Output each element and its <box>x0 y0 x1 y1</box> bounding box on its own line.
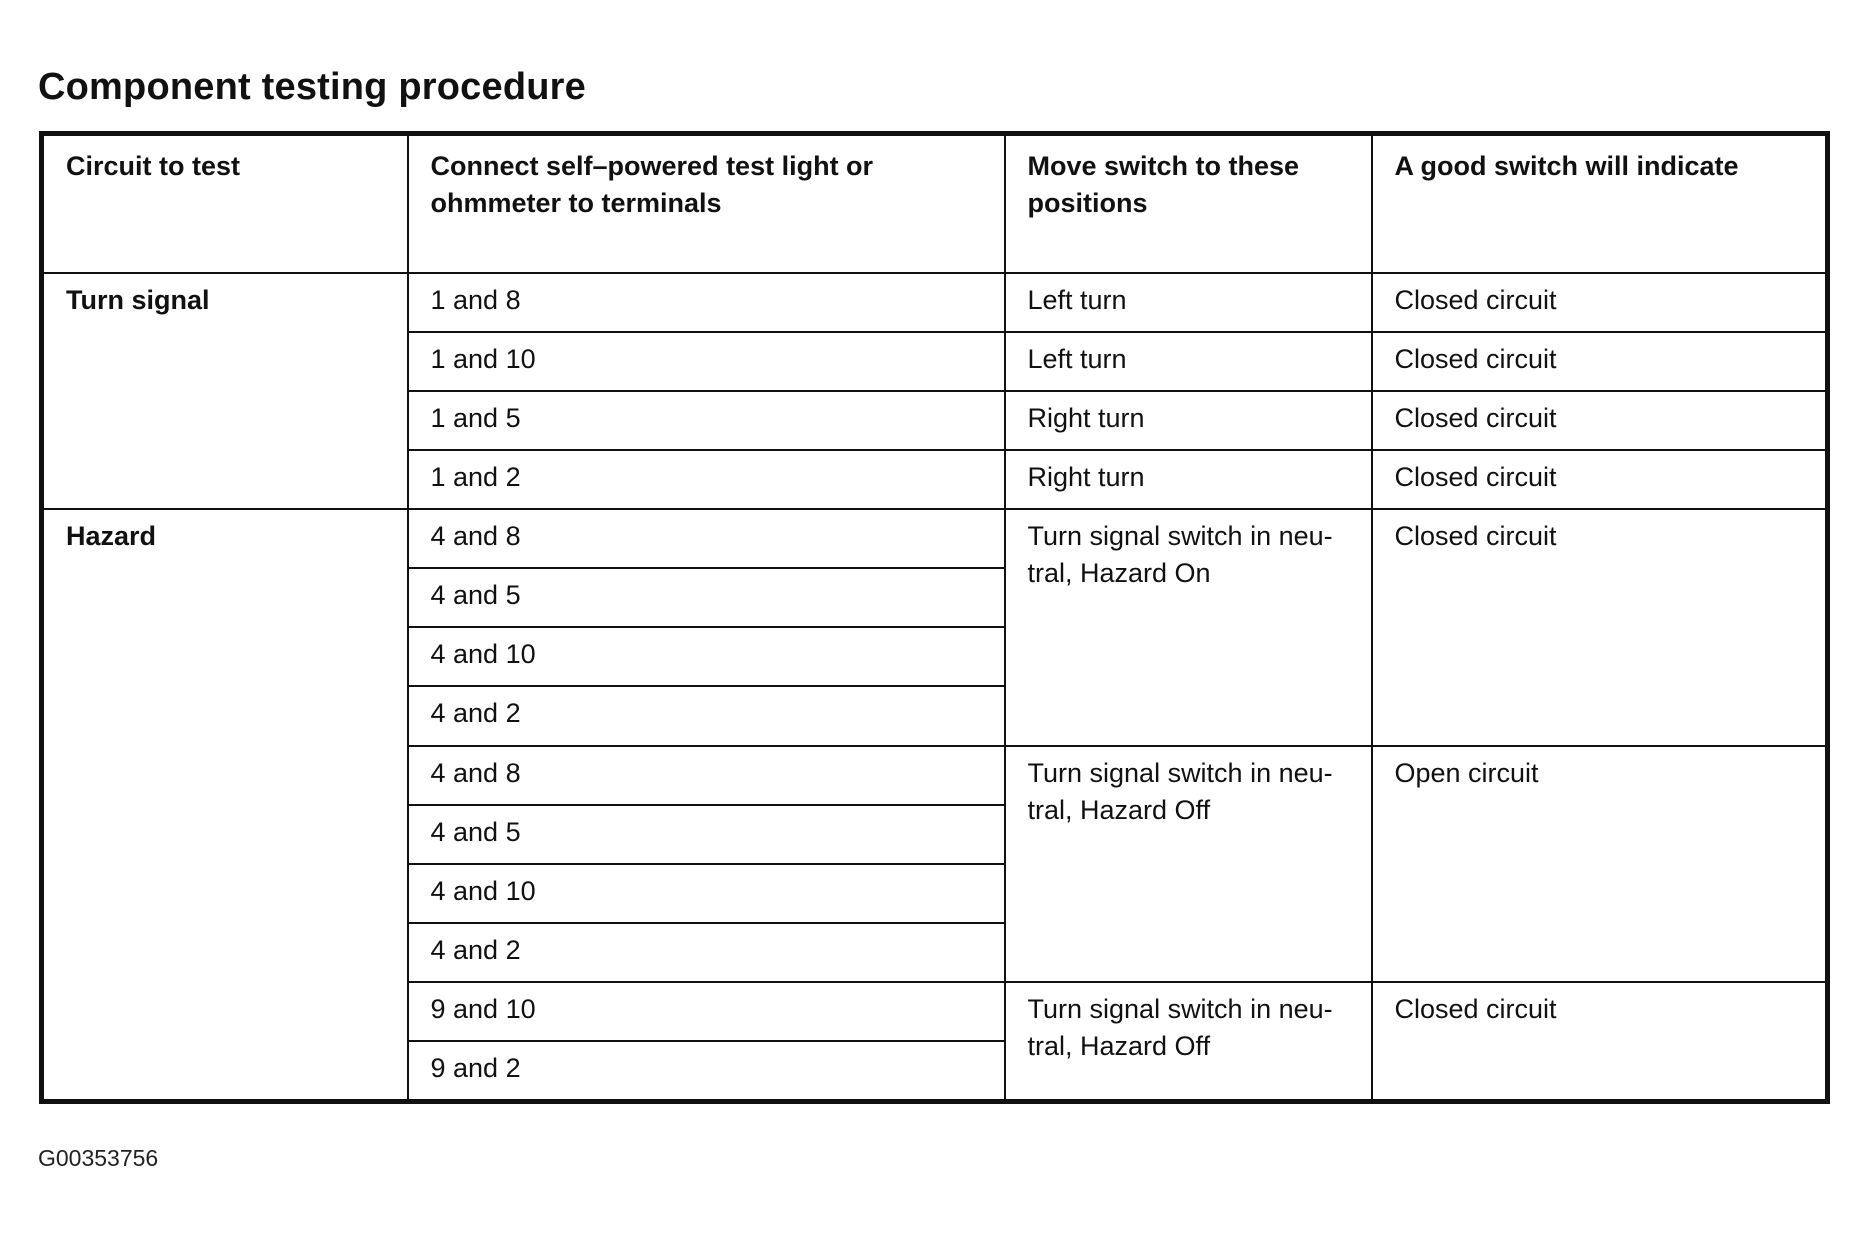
terminals-cell: 4 and 5 <box>408 805 1005 864</box>
position-cell: Left turn <box>1005 332 1372 391</box>
header-switch-positions: Move switch to these positions <box>1005 134 1372 274</box>
indication-cell: Closed circuit <box>1372 509 1828 745</box>
circuit-turn-signal: Turn signal <box>42 273 408 509</box>
indication-cell: Open circuit <box>1372 746 1828 982</box>
position-cell: Right turn <box>1005 391 1372 450</box>
page-title: Component testing procedure <box>38 66 586 108</box>
header-good-switch-indication: A good switch will indicate <box>1372 134 1828 274</box>
terminals-cell: 1 and 2 <box>408 450 1005 509</box>
terminals-cell: 4 and 2 <box>408 686 1005 745</box>
position-cell: Turn signal switch in neu-tral, Hazard Off <box>1005 746 1372 982</box>
terminals-cell: 4 and 10 <box>408 627 1005 686</box>
position-cell: Left turn <box>1005 273 1372 332</box>
terminals-cell: 1 and 8 <box>408 273 1005 332</box>
table-row <box>42 273 1828 332</box>
indication-cell: Closed circuit <box>1372 450 1828 509</box>
position-cell: Turn signal switch in neu-tral, Hazard On <box>1005 509 1372 745</box>
header-circuit-to-test: Circuit to test <box>42 134 408 274</box>
terminals-cell: 1 and 10 <box>408 332 1005 391</box>
circuit-hazard: Hazard <box>42 509 408 1101</box>
position-cell: Turn signal switch in neu-tral, Hazard Off <box>1005 982 1372 1102</box>
terminals-cell: 9 and 2 <box>408 1041 1005 1102</box>
figure-id: G00353756 <box>38 1145 159 1171</box>
indication-cell: Closed circuit <box>1372 273 1828 332</box>
table-row <box>42 509 1828 568</box>
header-connect-terminals: Connect self–powered test light or ohmmeter to terminals <box>408 134 1005 274</box>
indication-cell: Closed circuit <box>1372 332 1828 391</box>
terminals-cell: 1 and 5 <box>408 391 1005 450</box>
terminals-cell: 4 and 8 <box>408 746 1005 805</box>
indication-cell: Closed circuit <box>1372 391 1828 450</box>
terminals-cell: 4 and 5 <box>408 568 1005 627</box>
position-cell: Right turn <box>1005 450 1372 509</box>
indication-cell: Closed circuit <box>1372 982 1828 1102</box>
terminals-cell: 4 and 10 <box>408 864 1005 923</box>
component-testing-table <box>39 131 1830 1104</box>
header-row <box>42 134 1828 274</box>
terminals-cell: 4 and 8 <box>408 509 1005 568</box>
terminals-cell: 9 and 10 <box>408 982 1005 1041</box>
terminals-cell: 4 and 2 <box>408 923 1005 982</box>
